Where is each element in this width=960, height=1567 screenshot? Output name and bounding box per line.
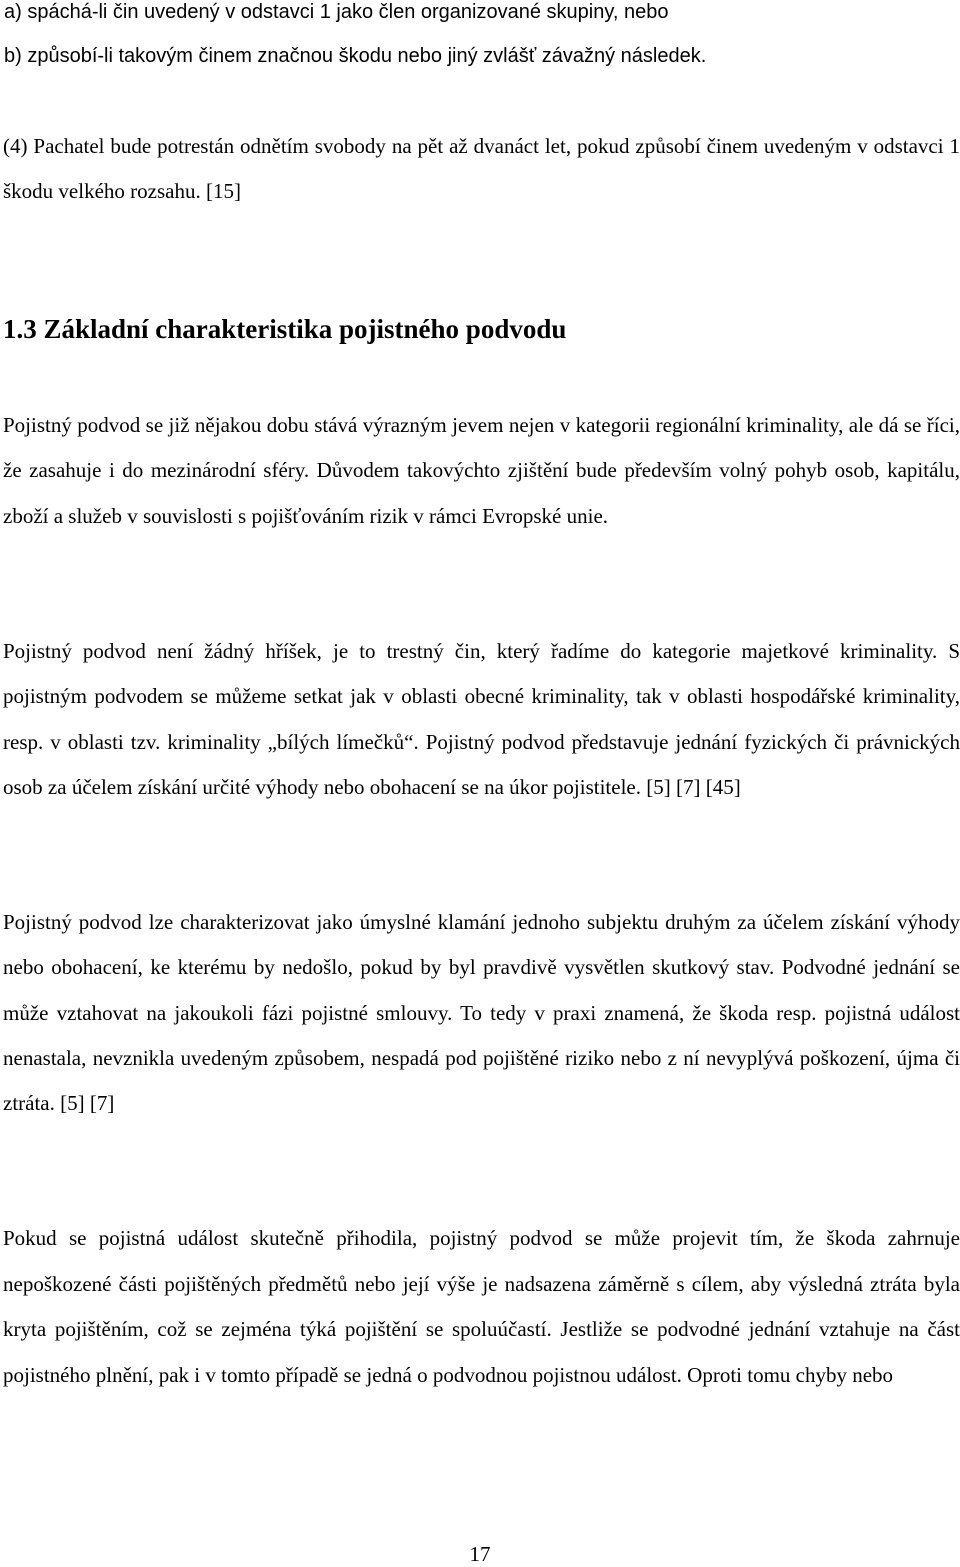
paragraph-4b: Pokud se pojistná událost skutečně přihodila, pojistný podvod se může projevit tím, že škoda zahrnuje nepoškozené části pojištěných předmětů nebo její výše je nadsazena záměrně s cílem, aby výsledná ztráta byla kryta pojištěním, což se zejména týká pojištění se spoluúčastí. Jestliže se podvodné jednání vztahuje na část pojistného plnění, pak i v tomto případě se jedná o podvodnou pojistnou událost. Oproti tomu chyby nebo <box>3 1226 960 1387</box>
paragraph-1: Pojistný podvod se již nějakou dobu stává výrazným jevem nejen v kategorii regionální kriminality, ale dá se říci, že zasahuje i do mezinárodní sféry. Důvodem takovýchto zjištění bude především volný pohyb osob, kapitálu, zboží a služeb v souvislosti s pojišťováním rizik v rámci Evropské unie. <box>3 413 960 528</box>
paragraph-4: (4) Pachatel bude potrestán odnětím svobody na pět až dvanáct let, pokud způsobí činem uvedeným v odstavci 1 škodu velkého rozsahu. [15] <box>3 134 960 204</box>
paragraph-2: Pojistný podvod není žádný hříšek, je to trestný čin, který řadíme do kategorie majetkové kriminality. S pojistným podvodem se můžeme setkat jak v oblasti obecné kriminality, tak v oblasti hospodářské kriminality, resp. v oblasti tzv. kriminality „bílých límečků“. Pojistný podvod představuje jednání fyzických či právnických osob za účelem získání určité výhody nebo obohacení se na úkor pojistitele. [5] [7] [45] <box>3 639 960 799</box>
page-number: 17 <box>469 1542 491 1566</box>
list-item-a: a) spáchá-li čin uvedený v odstavci 1 jako člen organizované skupiny, nebo <box>4 1 669 23</box>
section-heading: 1.3 Základní charakteristika pojistného podvodu <box>3 314 567 344</box>
list-item-b: b) způsobí-li takovým činem značnou škodu nebo jiný zvlášť závažný následek. <box>4 45 707 67</box>
paragraph-3: Pojistný podvod lze charakterizovat jako úmyslné klamání jednoho subjektu druhým za účelem získání výhody nebo obohacení, ke kterému by nedošlo, pokud by byl pravdivě vysvětlen skutkový stav. Podvodné jednání se může vztahovat na jakoukoli fázi pojistné smlouvy. To tedy v praxi znamená, že škoda resp. pojistná událost nenastala, nevznikla uvedeným způsobem, nespadá pod pojištěné riziko nebo z ní nevyplývá poškození, újma či ztráta. [5] [7] <box>3 910 960 1116</box>
